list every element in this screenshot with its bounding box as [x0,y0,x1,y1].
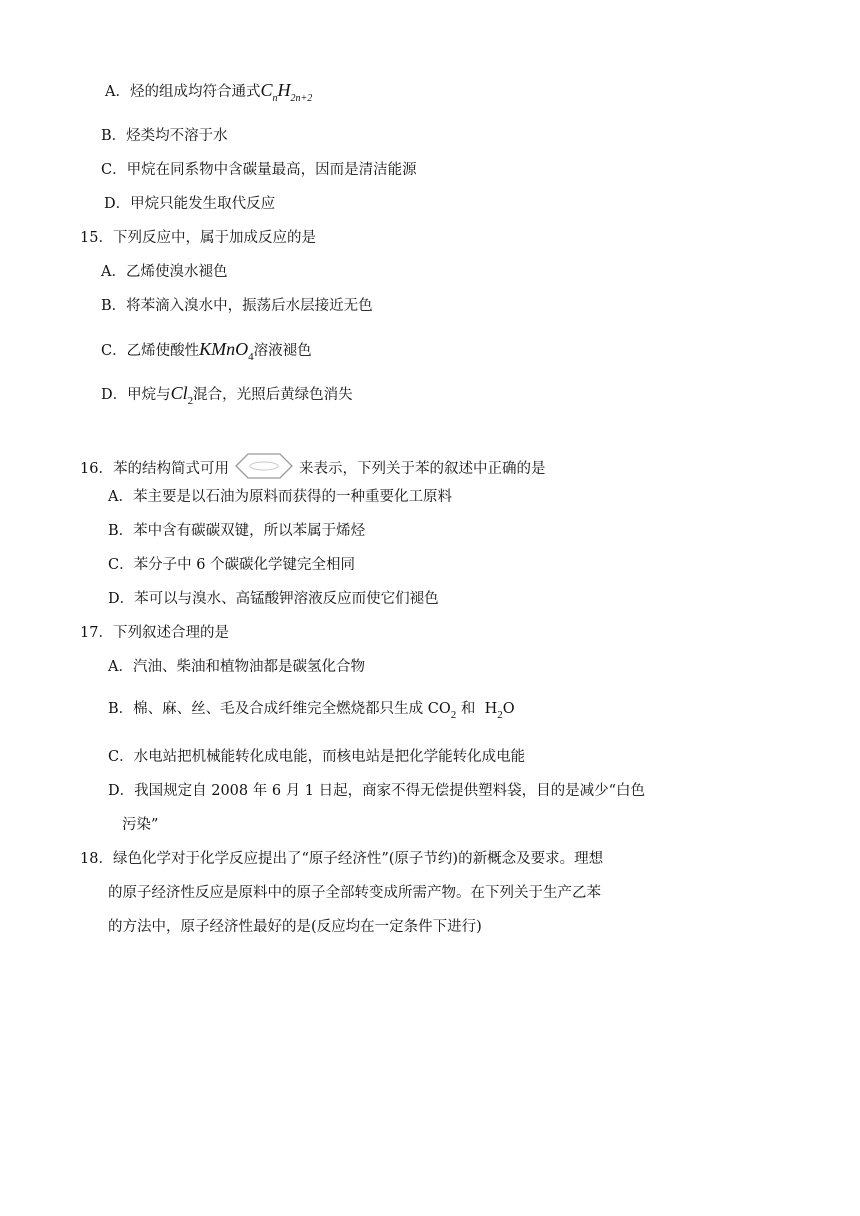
q15-option-d-text: D．甲烷与 [101,387,171,403]
h2o-sub: 2 [497,709,503,721]
formula-n: n [272,93,278,104]
h2o-h: H [484,701,498,717]
q17-option-a: A．汽油、柴油和植物油都是碳氢化合物 [108,659,365,675]
q16-option-c: C．苯分子中 6 个碳碳化学键完全相同 [108,557,356,573]
q17-option-d: D．我国规定自 2008 年 6 月 1 日起，商家不得无偿提供塑料袋，目的是减少“白色 [108,783,646,799]
q15-option-d [101,383,353,411]
q14-option-a-text: A．烃的组成均符合通式 [105,84,261,100]
formula-kmno4-sub: 4 [248,351,254,363]
q14-option-c: C．甲烷在同系物中含碳量最高，因而是清洁能源 [101,162,417,178]
q18-stem-line1: 18．绿色化学对于化学反应提出了“原子经济性”(原子节约)的新概念及要求。理想 [80,851,604,867]
formula-alkane [260,80,313,104]
q15-option-c-suffix: 溶液褪色 [253,343,312,359]
q17-option-d-cont: 污染” [122,817,159,833]
formula-c: C [260,80,273,100]
q16-stem-suffix: 来表示，下列关于苯的叙述中正确的是 [298,461,546,477]
q16-stem-text: 16．苯的结构简式可用 [80,461,229,477]
q15-option-c-text: C．乙烯使酸性 [101,343,200,359]
q15-option-d-suffix: 混合，光照后黄绿色消失 [193,387,353,403]
q17-option-b [108,699,515,725]
q15-stem: 15．下列反应中，属于加成反应的是 [80,230,316,246]
h2o-o: O [502,701,515,717]
benzene-ring-icon [230,451,298,487]
q17-option-b-and: 和 [456,701,480,717]
q14-option-d: D．甲烷只能发生取代反应 [104,196,276,212]
q18-stem-line2: 的原子经济性反应是原料中的原子全部转变成所需产物。在下列关于生产乙苯 [108,885,601,901]
q15-option-c [101,339,312,367]
q17-stem: 17．下列叙述合理的是 [80,625,229,641]
q16-option-d: D．苯可以与溴水、高锰酸钾溶液反应而使它们褪色 [108,591,439,607]
q16-stem [80,451,545,487]
q15-option-a: A．乙烯使溴水褪色 [101,264,228,280]
q17-option-c: C．水电站把机械能转化成电能，而核电站是把化学能转化成电能 [108,749,526,765]
q16-option-b: B．苯中含有碳碳双键，所以苯属于烯烃 [108,523,366,539]
q14-option-b: B．烃类均不溶于水 [101,128,228,144]
q14-option-a [105,80,312,109]
co2-sub: 2 [450,709,457,721]
q16-option-a: A．苯主要是以石油为原料而获得的一种重要化工原料 [108,489,452,505]
q17-option-b-text: B．棉、麻、丝、毛及合成纤维完全燃烧都只生成 CO [108,701,451,717]
formula-cl2: Cl [170,383,188,403]
formula-h: H [277,80,291,100]
q18-stem-line3: 的方法中，原子经济性最好的是(反应均在一定条件下进行) [108,919,482,935]
formula-kmno4: KMnO [199,339,249,359]
formula-2n2: 2n+2 [290,93,313,104]
formula-cl2-sub: 2 [187,395,194,407]
q15-option-b: B．将苯滴入溴水中，振荡后水层接近无色 [101,298,373,314]
